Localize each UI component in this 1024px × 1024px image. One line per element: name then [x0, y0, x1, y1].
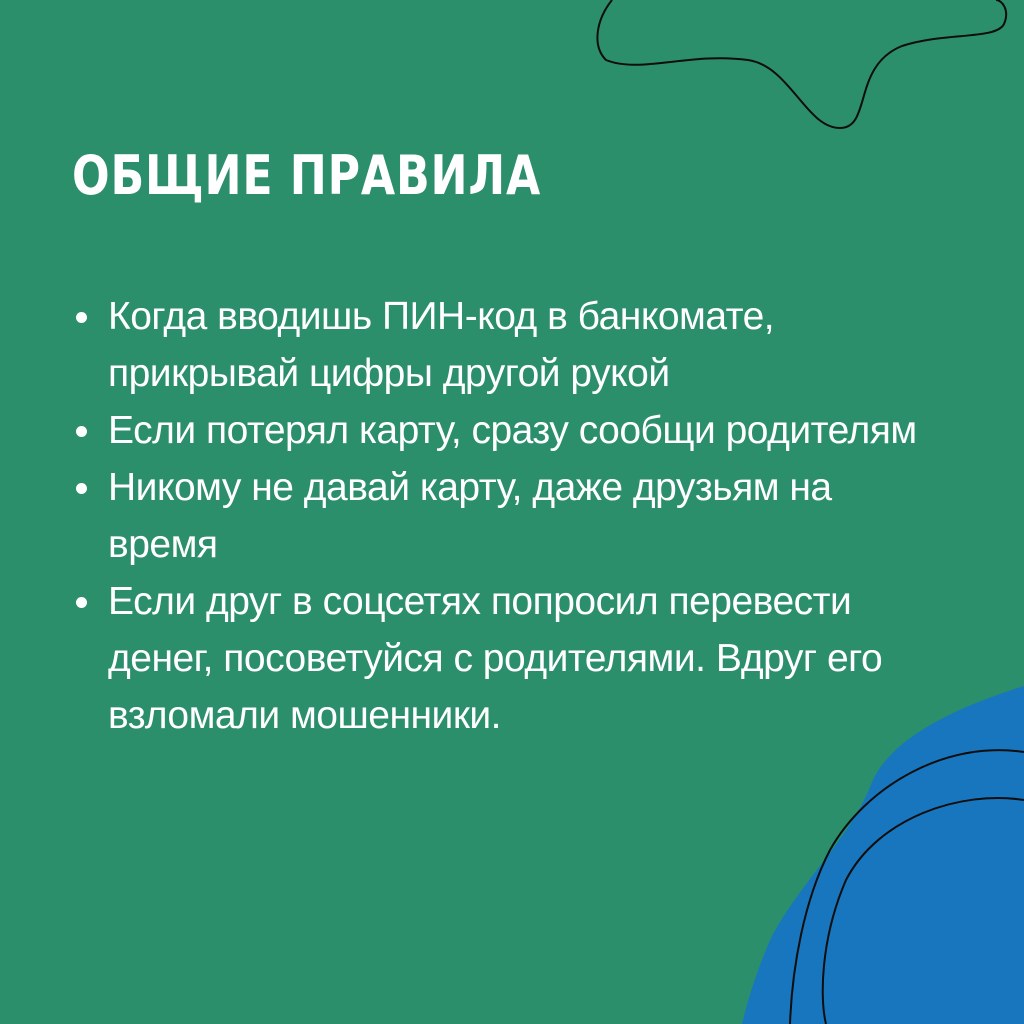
list-item — [70, 459, 950, 573]
bullet-icon — [76, 312, 87, 323]
rule-text: Если друг в соцсетях попросил перевести денег, посоветуйся с родителями. Вдруг его взломали мошенники. — [108, 580, 883, 737]
bullet-icon — [76, 483, 87, 494]
rule-text: Если потерял карту, сразу сообщи родителям — [108, 409, 917, 452]
list-item — [70, 288, 950, 402]
top-right-outline-shape — [597, 0, 1006, 128]
rule-text: Никому не давай карту, даже друзьям на время — [108, 466, 832, 566]
list-item — [70, 573, 950, 744]
rule-text: Когда вводишь ПИН-код в банкомате, прикрывай цифры другой рукой — [108, 295, 775, 395]
page-title: ОБЩИЕ ПРАВИЛА — [72, 144, 542, 207]
rules-list — [70, 288, 950, 744]
bullet-icon — [76, 597, 87, 608]
bullet-icon — [76, 426, 87, 437]
list-item — [70, 402, 950, 459]
